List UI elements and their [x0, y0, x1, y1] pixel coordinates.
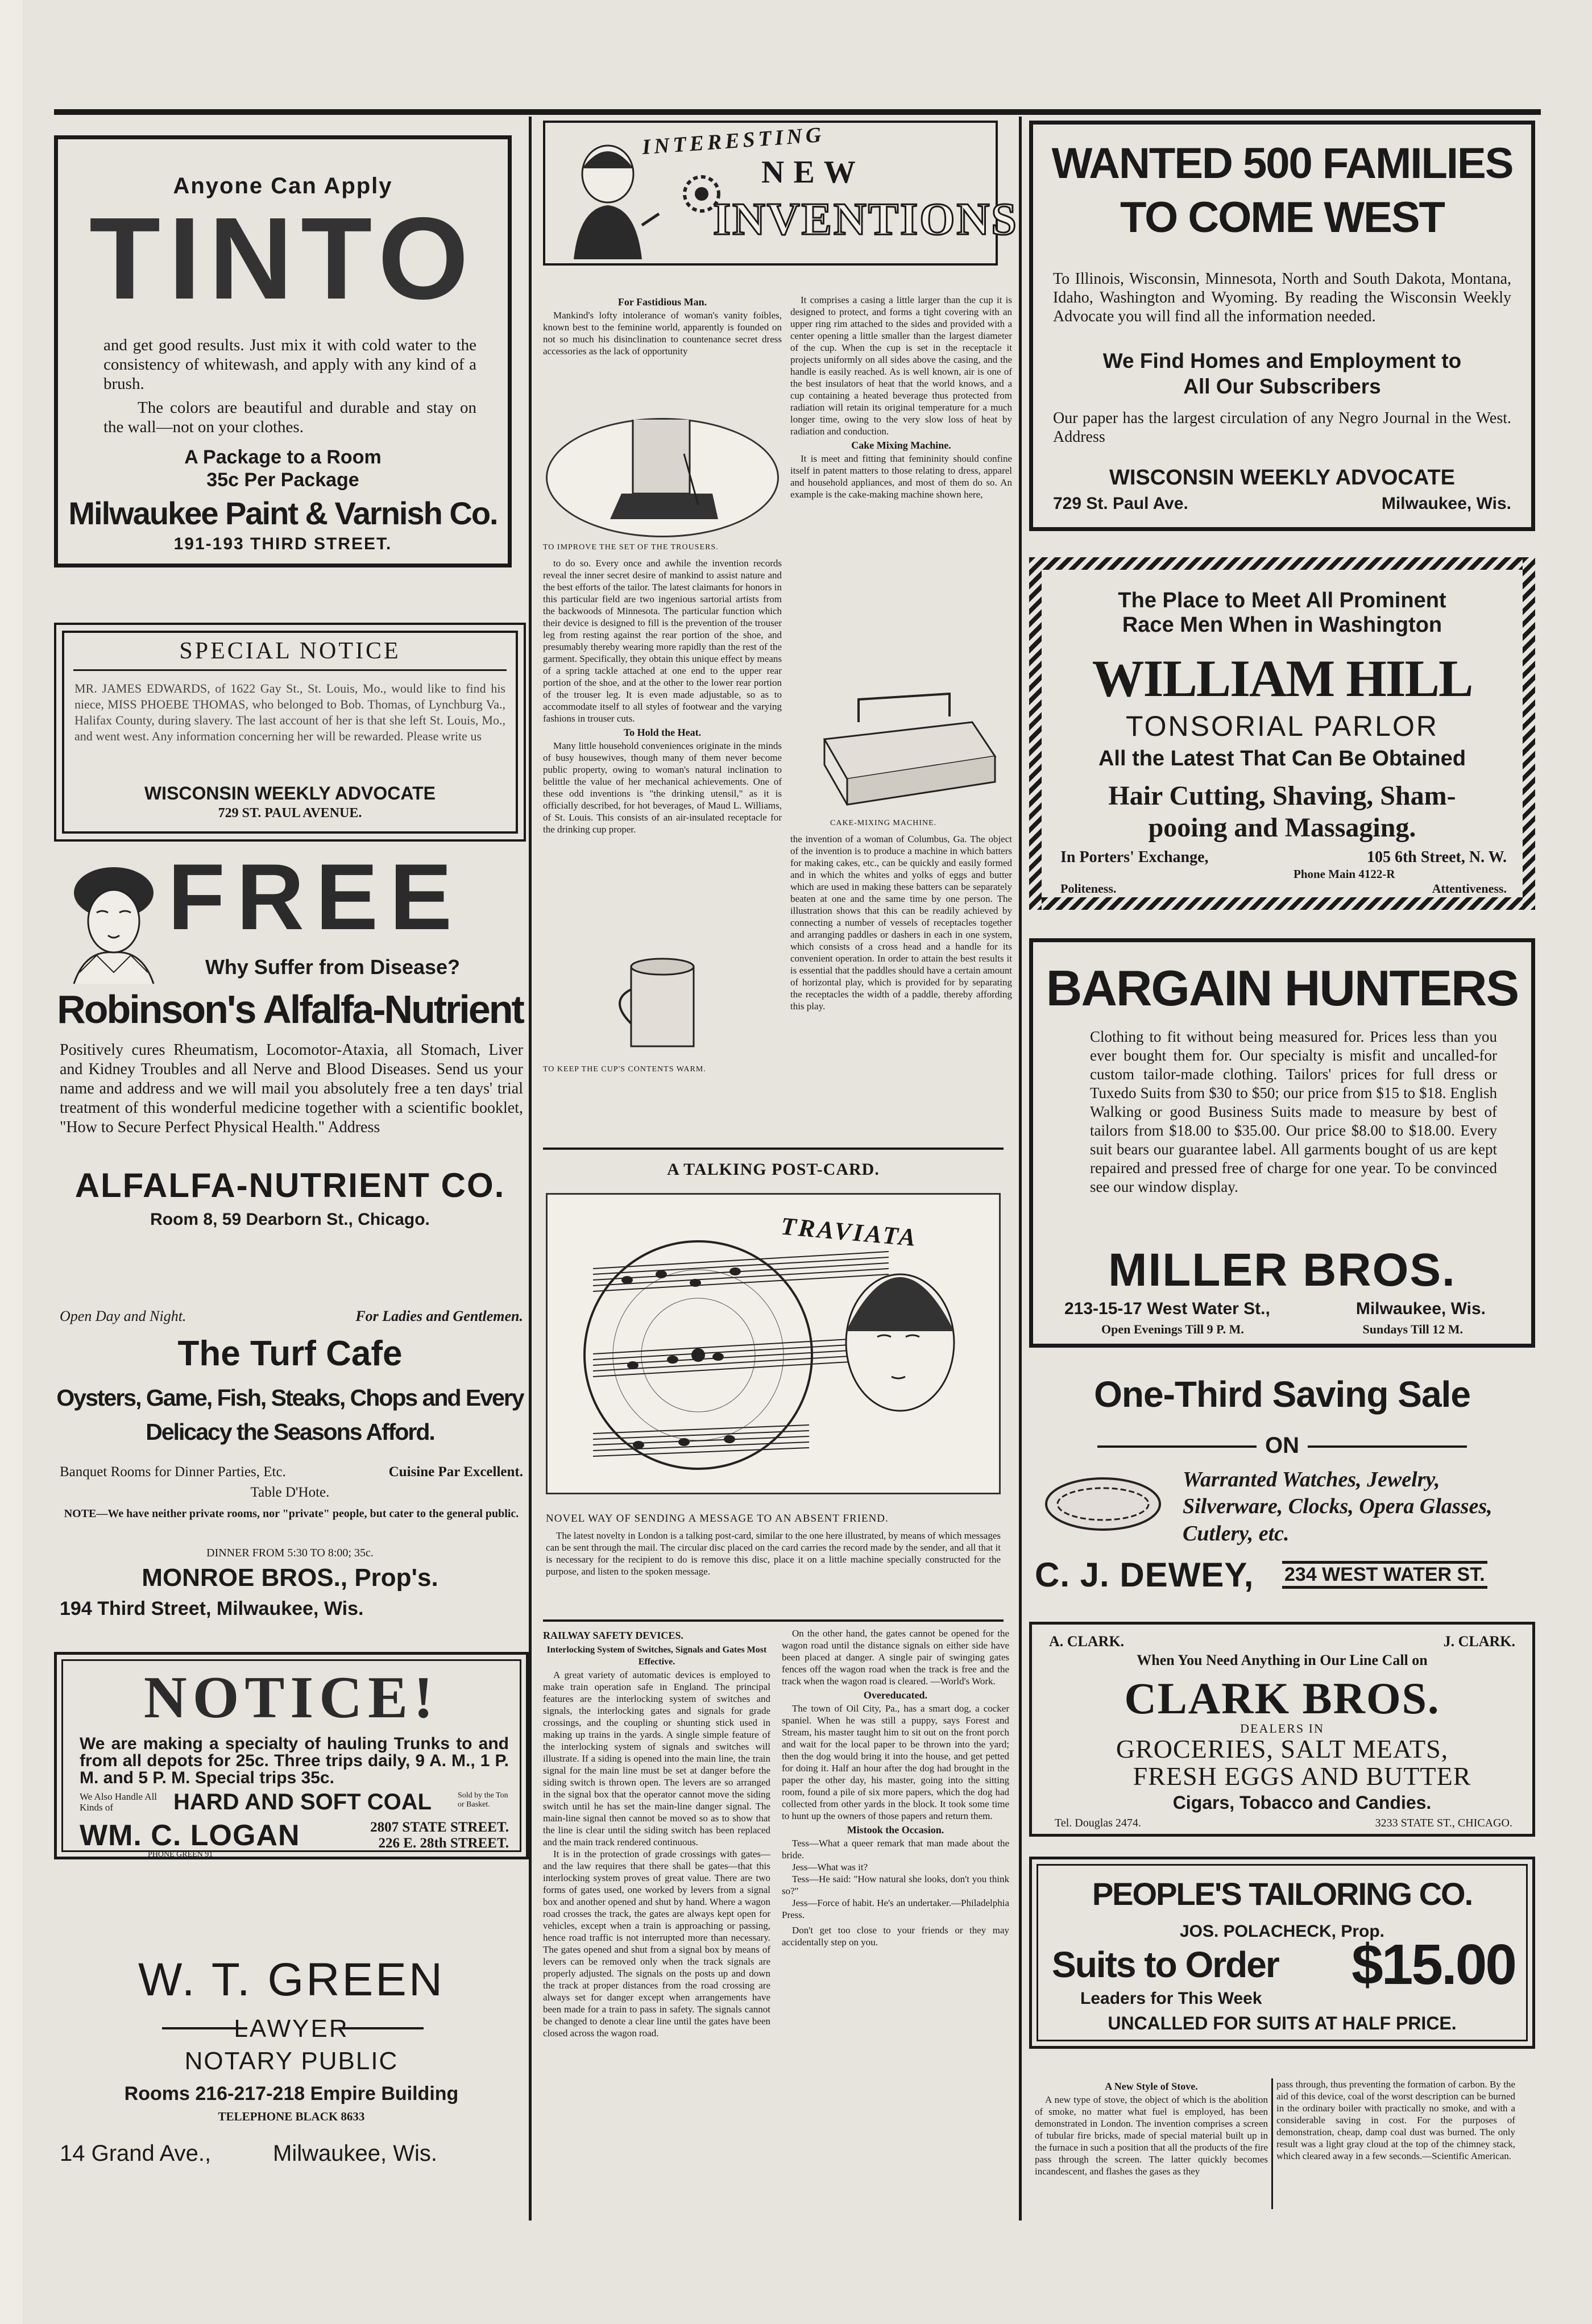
mistook-line-2: Jess—What was it? — [792, 1862, 868, 1873]
postcard-text: The latest novelty in London is a talking post-card, similar to the one here illustrated, by means of which messages can be sent through the mail. The circular disc placed on the card carries the record made by the sender, and all that it is necessary for the recipient to do is remove this disc, place it on a little machine specially constructed for the purpose, and listen to the spoken message. — [546, 1530, 1001, 1577]
wanted-families-ad — [1029, 121, 1535, 531]
overeducated-title: Overeducated. — [863, 1689, 928, 1701]
green-lawyer: LAWYER — [234, 2015, 349, 2043]
turf-title: The Turf Cafe — [177, 1334, 403, 1373]
hill-attentiveness: Attentiveness. — [1432, 881, 1507, 896]
logan-ad — [54, 1652, 529, 1859]
free-ad — [54, 844, 526, 1245]
wanted-paper: WISCONSIN WEEKLY ADVOCATE — [1109, 466, 1456, 490]
turf-ladies: For Ladies and Gentlemen. — [355, 1308, 523, 1324]
bargain-addr-left: 213-15-17 West Water St., — [1064, 1299, 1270, 1318]
bargain-hunters-ad — [1029, 938, 1535, 1348]
free-body: Positively cures Rheumatism, Locomotor-Ataxia, all Stomach, Liver and Kidney Troubles and all Nerve and Blood Diseases. Send us your name and address and we will mail you absolutely free a ten days' trial treatment of this wonderful medicine together with a scientific booklet, "How to Secure Perfect Physical Health." Address — [60, 1041, 523, 1136]
hill-phone: Phone Main 4122-R — [1294, 867, 1395, 881]
special-notice-title: SPECIAL NOTICE — [179, 638, 401, 664]
clark-address: 3233 STATE ST., CHICAGO. — [1375, 1817, 1512, 1829]
wanted-sub-2: All Our Subscribers — [1183, 375, 1381, 398]
green-phone: TELEPHONE BLACK 8633 — [218, 2110, 365, 2123]
special-notice-paper: WISCONSIN WEEKLY ADVOCATE — [144, 783, 436, 803]
cake-machine-icon — [802, 688, 1004, 813]
green-name: W. T. GREEN — [138, 1954, 445, 2006]
clark-tel: Tel. Douglas 2474. — [1055, 1817, 1141, 1829]
turf-cafe-ad — [54, 1305, 526, 1623]
bargain-hours-left: Open Evenings Till 9 P. M. — [1101, 1322, 1244, 1336]
text-cake-b: the invention of a woman of Columbus, Ga. The object of the invention is to produce a machine in which batters for making cakes, etc., can be quickly and easily formed and in which the whites and yolks of eggs and butter which are used in making these batters can be separately beaten at one and the same time by one person. The illustration shows that this can be readily achieved by connecting a number of vessels of receptacles together and arranging paddles or dashers in each in one system, which consists of a cross head and a handle for its convenient operation. In order to attain the best results it is essential that the paddles should have a certain amount of horizontal play, which is provided for by separating the receptacles the width of a paddle, thereby affording this play. — [790, 834, 1012, 1012]
logan-phone: PHONE GREEN 91 — [148, 1850, 213, 1859]
mistook-line-1: Tess—What a queer remark that man made about the bride. — [782, 1838, 1009, 1861]
heading-cake: Cake Mixing Machine. — [851, 440, 951, 451]
cake-machine-illustration — [802, 688, 1004, 813]
hill-services-2: pooing and Massaging. — [1148, 813, 1416, 843]
caption-trousers: TO IMPROVE THE SET OF THE TROUSERS. — [543, 543, 719, 552]
heading-fastidious: For Fastidious Man. — [617, 296, 707, 308]
inventions-column-left — [543, 294, 782, 357]
peoples-suits: Suits to Order — [1052, 1944, 1279, 1985]
logan-addr-2: 226 E. 28th STREET. — [378, 1836, 509, 1851]
tinto-body-2: The colors are beautiful and durable and stay on the wall—not on your clothes. — [103, 399, 476, 436]
railway-body-c: On the other hand, the gates cannot be opened for the wagon road until the distance signals on either side have been placed at danger. A single pair of swinging gates fences off the wagon road when the track is free and the track when the wagon road is cleared. —World's Work. — [782, 1628, 1009, 1687]
peoples-tailoring-ad — [1029, 1857, 1535, 2049]
free-product: Robinson's Alfalfa-Nutrient — [57, 987, 523, 1031]
wanted-addr-left: 729 St. Paul Ave. — [1053, 494, 1188, 513]
hill-street: 105 6th Street, N. W. — [1366, 848, 1507, 866]
green-addr-right: Milwaukee, Wis. — [273, 2141, 437, 2166]
peoples-uncalled: UNCALLED FOR SUITS AT HALF PRICE. — [1108, 2013, 1457, 2033]
special-notice-address: 729 ST. PAUL AVENUE. — [218, 806, 362, 821]
turf-address: 194 Third Street, Milwaukee, Wis. — [60, 1598, 364, 1619]
bargain-addr-right: Milwaukee, Wis. — [1355, 1299, 1486, 1318]
turf-dinner: DINNER FROM 5:30 TO 8:00; 35c. — [206, 1547, 374, 1559]
railway-column-left — [543, 1627, 770, 2076]
hill-line-1: The Place to Meet All Prominent — [1118, 589, 1446, 612]
clark-goods-1: GROCERIES, SALT MEATS, — [1116, 1734, 1449, 1763]
inventions-banner-new: NEW — [761, 155, 865, 190]
tinto-company: Milwaukee Paint & Varnish Co. — [68, 495, 498, 531]
inventions-banner-top: INTERESTING — [641, 122, 826, 160]
bracelet-icon — [1040, 1470, 1166, 1538]
dewey-on: ON — [1265, 1433, 1299, 1458]
clark-line: When You Need Anything in Our Line Call on — [1137, 1652, 1428, 1668]
dewey-name: C. J. DEWEY, — [1035, 1556, 1254, 1594]
tinto-address: 191-193 THIRD STREET. — [173, 535, 392, 553]
logan-coal: HARD AND SOFT COAL — [173, 1789, 432, 1815]
free-question: Why Suffer from Disease? — [205, 955, 461, 979]
page-edge — [0, 0, 23, 2324]
overeducated-body: The town of Oil City, Pa., has a smart dog, a cocker spaniel. When he was still a puppy, says Forest and Stream, his master taught him to sit out on the front porch and wait for the local paper to be thrown into the yard; then the dog would bring it into the house, and get petted for doing it. Half an hour after the dog had brought in the paper the other day, his master, going into the sitting room, found a pile of six more papers, which the dog had collected from other yards in the block. It took some time to hunt up the owners of those papers and return them. — [782, 1703, 1009, 1821]
text-cake-a: It is meet and fitting that femininity should confine itself in patent matters to those relating to dress, apparel and household appliances, and most of them do so. An example is the cake-making machine shown here, — [790, 453, 1012, 500]
text-heat-a: Many little household conveniences originate in the minds of busy housewives, though many of them never become public property, owing to woman's natural inclination to belittle the value of her mechanical achievements. One of these odd inventions is "the drinking utensil," as it is officially described, for hot beverages, of Maud L. Williams, of St. Louis. This consists of an air-insulated receptacle for the drinking cup proper. — [543, 740, 782, 835]
postcard-score-label: TRAVIATA — [780, 1212, 919, 1252]
stove-title: A New Style of Stove. — [1105, 2081, 1198, 2092]
green-addr-left: 14 Grand Ave., — [60, 2141, 212, 2166]
dewey-goods-2: Silverware, Clocks, Opera Glasses, — [1183, 1494, 1493, 1518]
railway-body-b: It is in the protection of grade crossings with gates—and the law requires that there shall be gates—that this interlocking system proves of great value. There are two forms of gates used, one worked by levers from a signal box and another opened and shut by hand. Where a wagon road crosses the track, the gates are always kept open for vehicles, except when a train is approaching or passing, hence road traffic is not interrupted more than necessary. The gates opened and shut from a signal box by means of levers can be removed only when the track signals are properly adjusted. The signals on the posts up and down the track at proper distances from the road crossing are always set for danger except when arrangements have been made for a train to pass in safety. The signals cannot be changed to denote a clear line until the gates have been closed across the wagon road. — [543, 1849, 770, 2039]
free-company: ALFALFA-NUTRIENT CO. — [74, 1166, 505, 1204]
wanted-title-2: TO COME WEST — [1120, 193, 1444, 242]
inventions-banner — [543, 121, 1018, 266]
tinto-body-1: and get good results. Just mix it with cold water to the consistency of whitewash, and apply with any kind of a brush. — [103, 336, 476, 393]
special-notice-ad — [54, 623, 526, 842]
column-rule-2 — [1019, 117, 1022, 2221]
tinto-title: TINTO — [89, 193, 477, 324]
clark-name: CLARK BROS. — [1124, 1673, 1440, 1723]
bargain-company: MILLER BROS. — [1108, 1244, 1456, 1296]
peoples-prop: JOS. POLACHECK, Prop. — [1179, 1922, 1385, 1941]
stove-column-right — [1276, 2078, 1515, 2162]
text-fastidious-a: Mankind's lofty intolerance of woman's vanity foibles, known best to the feminine world, apparently is founded on not so much his disinclination to countenance secret dress accessories as the lack of opportunity — [543, 310, 782, 357]
trousers-illustration — [546, 418, 779, 537]
bargain-hours-right: Sundays Till 12 M. — [1362, 1322, 1463, 1336]
cup-illustration — [546, 944, 779, 1058]
wanted-body-1: To Illinois, Wisconsin, Minnesota, North and South Dakota, Montana, Idaho, Washington and Wyoming. By reading the Wisconsin Weekly Advocate you will find all the information needed. — [1053, 270, 1511, 325]
turf-line-2: Delicacy the Seasons Afford. — [146, 1419, 434, 1445]
turf-line-1: Oysters, Game, Fish, Steaks, Chops and Every — [56, 1385, 524, 1411]
green-notary: NOTARY PUBLIC — [184, 2047, 399, 2075]
wanted-body-2: Our paper has the largest circulation of any Negro Journal in the West. Address — [1053, 409, 1511, 446]
clark-goods-3: Cigars, Tobacco and Candies. — [1172, 1792, 1432, 1813]
green-ad — [54, 1913, 529, 2124]
logan-handle: We Also Handle All Kinds of — [80, 1791, 157, 1813]
railway-column-right — [782, 1627, 1009, 1948]
bargain-title: BARGAIN HUNTERS — [1046, 960, 1519, 1016]
peoples-leaders: Leaders for This Week — [1080, 1989, 1262, 2008]
hill-location: In Porters' Exchange, — [1060, 848, 1209, 866]
peoples-title: PEOPLE'S TAILORING CO. — [1092, 1876, 1473, 1912]
william-hill-ad — [1029, 557, 1535, 910]
dewey-address: 234 WEST WATER ST. — [1282, 1561, 1487, 1589]
turf-open-hours: Open Day and Night. — [60, 1308, 186, 1324]
hill-services-1: Hair Cutting, Shaving, Sham- — [1108, 781, 1456, 811]
tinto-offer-2: 35c Per Package — [206, 469, 359, 491]
logan-sold: Sold by the Ton or Basket. — [458, 1791, 508, 1809]
mistook-line-3: Tess—He said: "How natural she looks, don't you think so?" — [782, 1874, 1009, 1896]
clark-goods-2: FRESH EGGS AND BUTTER — [1133, 1762, 1471, 1791]
clark-bros-ad — [1029, 1622, 1535, 1837]
clark-right: J. CLARK. — [1443, 1633, 1515, 1650]
mistook-title: Mistook the Occasion. — [847, 1824, 944, 1836]
peoples-price: $15.00 — [1351, 1933, 1515, 1996]
dewey-goods-3: Cutlery, etc. — [1183, 1522, 1290, 1546]
wanted-title-1: WANTED 500 FAMILIES — [1051, 139, 1513, 188]
hill-latest: All the Latest That Can Be Obtained — [1098, 747, 1466, 770]
turf-note: NOTE—We have neither private rooms, nor "private" people, but cater to the general public. — [64, 1507, 519, 1520]
hill-name: WILLIAM HILL — [1092, 649, 1473, 707]
logan-title: NOTICE! — [143, 1664, 440, 1730]
mistook-line-5: Don't get too close to your friends or they may accidentally step on you. — [782, 1925, 1009, 1948]
top-rule — [54, 109, 1541, 115]
tinto-ad — [54, 135, 512, 567]
railway-title: RAILWAY SAFETY DEVICES. — [543, 1630, 683, 1641]
column-rule-1 — [529, 117, 532, 2221]
shoe-trouser-icon — [548, 420, 777, 536]
inventions-banner-main: INVENTIONS — [713, 194, 1018, 245]
special-notice-body: MR. JAMES EDWARDS, of 1622 Gay St., St. Louis, Mo., would like to find his niece, MISS PHOEBE THOMAS, who belonged to Bob. Thomas, of Lynchburg Va., Halifax County, during slavery. The last account of her is that she left St. Louis, Mo., and went west. Any information concerning her will be rewarded. Please write us — [74, 681, 505, 743]
wanted-addr-right: Milwaukee, Wis. — [1381, 494, 1511, 513]
text-heat-b: It comprises a casing a little larger than the cup it is designed to protect, and forms a tight covering with an upper ring rim attached to the sides and provided with a center opening a little smaller than the largest diameter of the cup. When the cup is set in the receptacle it projects uniformly on all sides above the casing, and the handle is easily reached. As is well known, air is one of the best insulators of heat that the world knows, and a cup containing a heated beverage thus protected from radiation will retain its original temperature for a much longer time, owing to the very slow loss of heat by radiation and conduction. — [790, 295, 1012, 437]
mistook-line-4: Jess—Force of habit. He's an undertaker.—Philadelphia Press. — [782, 1898, 1009, 1920]
stove-body-a: A new type of stove, the object of which is the abolition of smoke, no matter what fuel is employed, has been demonstrated in London. The invention comprises a screen of tubular fire bricks, made of special material built up in the furnace in such a position that all the products of the fire pass through the screen. The latter quickly becomes incandescent, and flashes the gases as they — [1035, 2094, 1268, 2177]
railway-subtitle: Interlocking System of Switches, Signals and Gates Most Effective. — [546, 1645, 767, 1667]
clark-dealers: DEALERS IN — [1240, 1721, 1324, 1735]
clark-left: A. CLARK. — [1049, 1633, 1125, 1650]
inventions-column-right — [790, 294, 1012, 500]
heading-heat: To Hold the Heat. — [623, 727, 702, 738]
dewey-goods-1: Warranted Watches, Jewelry, — [1183, 1468, 1440, 1492]
logan-name: WM. C. LOGAN — [80, 1819, 300, 1852]
caption-cup: TO KEEP THE CUP'S CONTENTS WARM. — [543, 1065, 706, 1074]
turf-table: Table D'Hote. — [250, 1485, 330, 1500]
postcard-title: A TALKING POST-CARD. — [667, 1160, 880, 1179]
turf-owner: MONROE BROS., Prop's. — [142, 1564, 438, 1592]
hill-politeness: Politeness. — [1060, 881, 1117, 896]
tinto-tagline: Anyone Can Apply — [173, 173, 393, 198]
dewey-ad — [1029, 1373, 1535, 1612]
record-disc-icon — [548, 1195, 999, 1493]
wanted-sub-1: We Find Homes and Employment to — [1102, 349, 1462, 372]
turf-banquet: Banquet Rooms for Dinner Parties, Etc. — [60, 1464, 286, 1480]
hill-line-2: Race Men When in Washington — [1122, 613, 1442, 637]
dewey-title: One-Third Saving Sale — [1094, 1374, 1470, 1415]
turf-cuisine: Cuisine Par Excellent. — [388, 1464, 523, 1480]
stove-column-left — [1035, 2078, 1268, 2177]
logan-body: We are making a specialty of hauling Trunks to and from all depots for 25c. Three trips daily, 9 A. M., 1 P. M. and 5 P. M. Special trips 35c. — [80, 1734, 509, 1787]
postcard-illustration — [546, 1193, 1001, 1494]
postcard-body — [546, 1530, 1001, 1577]
railway-body-a: A great variety of automatic devices is employed to make train operation safe in England. The principal features are the interlocking system of switches and signals, the interlocking gates and signals for grade crossings, and the coupling or shunting stick used in making up trains in the yards. A single simple feature of the interlocking system of signals and switches will illustrate. If a siding is opened into the main line, the train signal for the main line must be set at danger before the siding switch is thrown open. The levers are so arranged in the signal box that the operator cannot move the siding switch until he has set the main-line danger signal. The main-line signal then cannot be moved so as to show that the line is clear until the siding switch has been replaced and the main track rendered continuous. — [543, 1670, 770, 1847]
inventions-column-right-b — [790, 833, 1012, 1012]
green-rooms: Rooms 216-217-218 Empire Building — [124, 2083, 459, 2105]
postcard-caption: NOVEL WAY OF SENDING A MESSAGE TO AN ABSENT FRIEND. — [546, 1513, 889, 1525]
bargain-body: Clothing to fit without being measured for. Prices less than you ever bought them for. Our specialty is misfit and uncalled-for custom tailor-made clothing. Tailors' prices for full dress or Tuxedo Suits from $30 to $50; our price from $15 to $18. English Walking or good Business Suits made to measure by best of tailors from $18.00 to $35.00. Our price $8.00 to $18.00. Every suit bears our guarantee label. All garments bought of us are kept repaired and pressed free of charge for one year. To be convinced see our window display. — [1090, 1028, 1497, 1195]
caption-cake: CAKE-MIXING MACHINE. — [830, 819, 937, 827]
text-fastidious-b: to do so. Every once and awhile the invention records reveal the inner secret desire of mankind to assist nature and the best efforts of the tailor. The latest claimants for honors in this particular field are two ingenious sartorial artists from the backwoods of Minnesota. The particular function which their device is designed to fill is the prevention of the trouser leg from resting against the rear portion of the shoe, and presumably thereby wearing more rapidly than the rest of the garment. Specifically, they obtain this unique effect by means of a spring tackle attached at one end to the upper rear portion of the shoe, and at the other to the lower rear portion of the trouser leg. It is even made adjustable, so as to accommodate itself to all styles of footwear and the varying fashions in trouser cuts. — [543, 558, 782, 724]
logan-addr-1: 2807 STATE STREET. — [370, 1820, 509, 1835]
cup-icon — [546, 944, 779, 1058]
inventions-column-left-b — [543, 557, 782, 835]
hill-parlor: TONSORIAL PARLOR — [1126, 710, 1438, 742]
free-title: FREE — [168, 844, 464, 949]
free-address: Room 8, 59 Dearborn St., Chicago. — [150, 1210, 430, 1229]
stove-body-b: pass through, thus preventing the formation of carbon. By the aid of this device, coal of the worst description can be burned in the ordinary boiler with practically no smoke, and with a considerable saving in cost. For the purposes of demonstration, cheap, damp coal dust was burned. The only result was a light gray cloud at the top of the chimney stack, which cleared away in a few seconds.—Scientific American. — [1276, 2079, 1515, 2161]
tinto-offer-1: A Package to a Room — [184, 446, 382, 468]
